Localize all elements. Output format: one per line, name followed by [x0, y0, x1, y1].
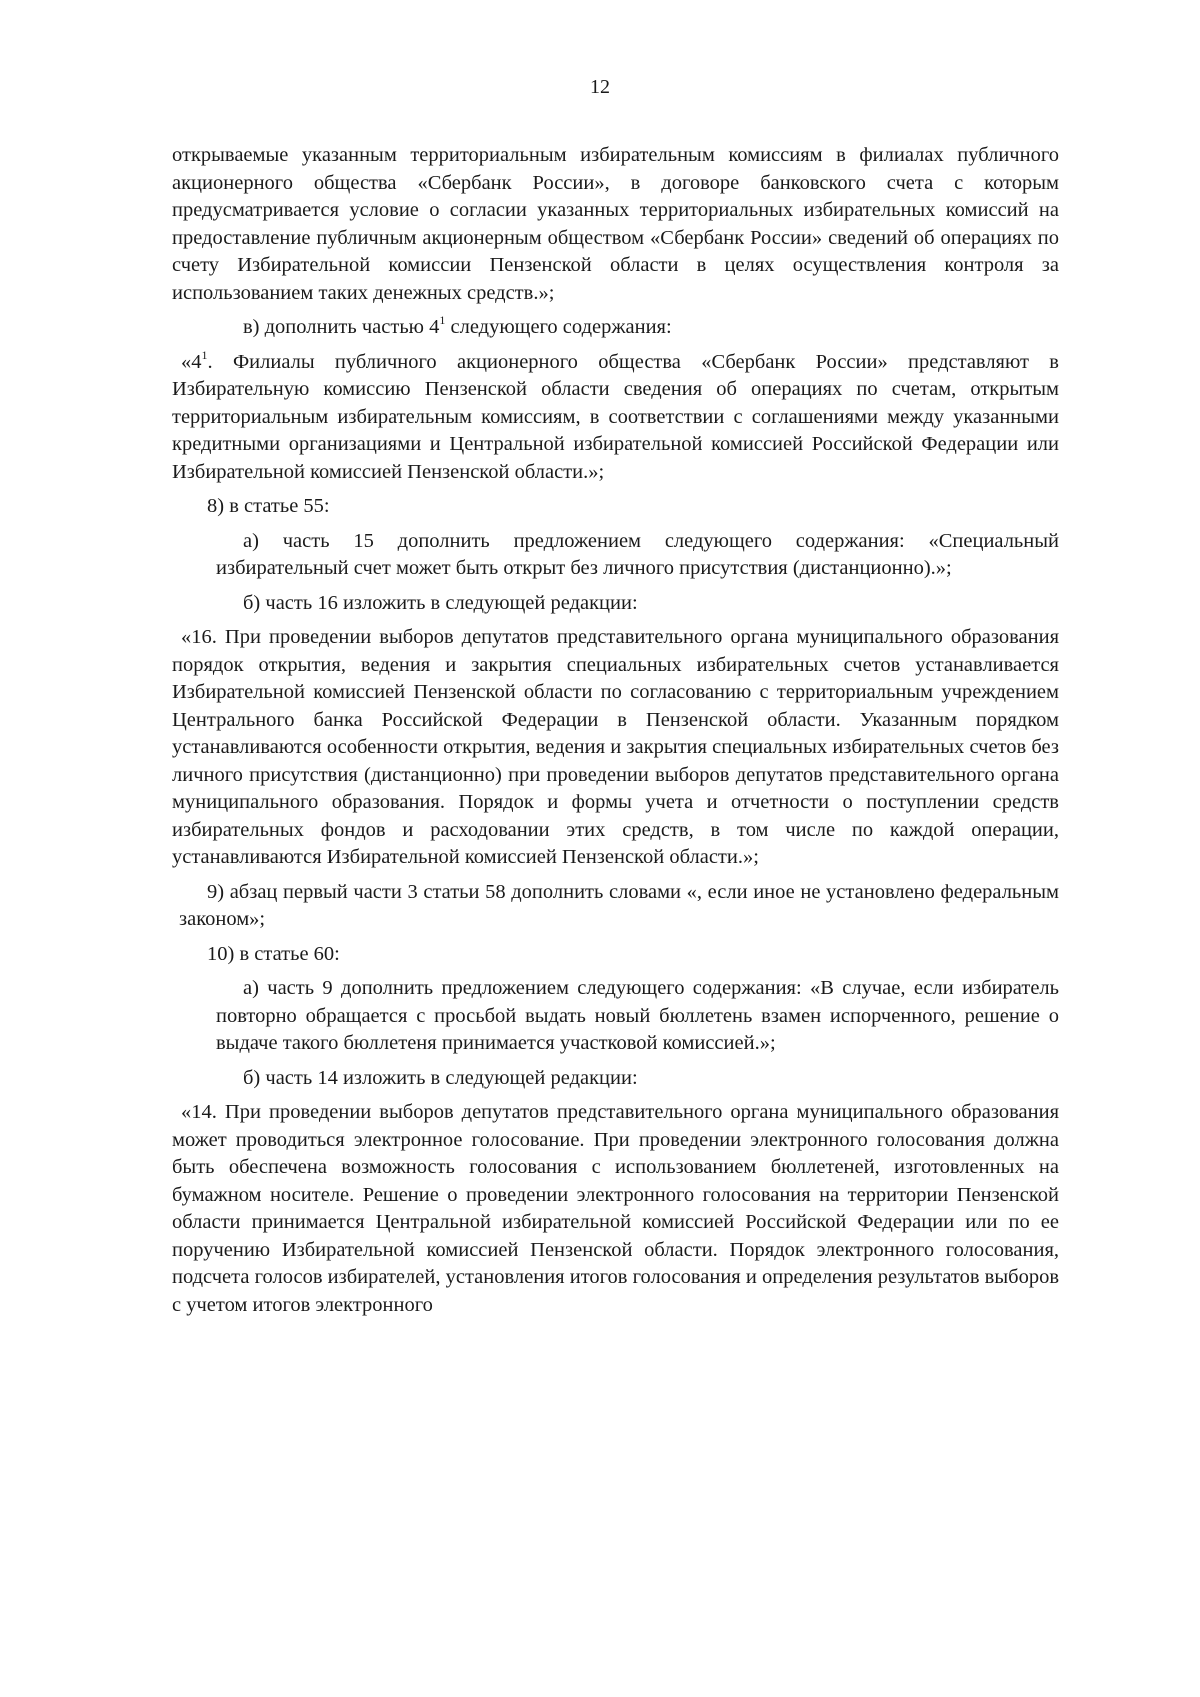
paragraph-item-8a: а) часть 15 дополнить предложением следующего содержания: «Специальный избирательный счет может быть открыт без личного присутствия (дистанционно).»;: [216, 529, 1059, 579]
paragraph-item-8: 8) в статье 55:: [207, 495, 330, 517]
paragraph-item-10: 10) в статье 60:: [207, 942, 340, 965]
paragraph-item-10a: а) часть 9 дополнить предложением следующего содержания: «В случае, если избиратель повторно обращается с просьбой выдать новый бюллетень взамен испорченного, решение о выдаче такого бюллетеня принимается участковой комиссией.»;: [216, 977, 1059, 1054]
paragraph-text: следующего содержания:: [445, 316, 672, 338]
paragraph-item-10b: б) часть 14 изложить в следующей редакции:: [243, 1066, 638, 1089]
paragraph-part-4-1: [172, 349, 1059, 487]
paragraph-item-8b: б) часть 16 изложить в следующей редакции:: [243, 591, 638, 614]
paragraph-text: . Филиалы публичного акционерного общества «Сбербанк России» представляют в Избирательную комиссию Пензенской области сведения об операциях по счетам, открытым территориальным избирательным комиссиям, в соответствии с соглашениями между указанными кредитными организациями и Центральной избирательной комиссией Российской Федерации или Избирательной комиссией Пензенской области.»;: [172, 350, 1059, 483]
document-body: [172, 142, 1059, 1319]
page-number: 12: [590, 76, 610, 98]
paragraph-part-16: «16. При проведении выборов депутатов представительного органа муниципального образования порядок открытия, ведения и закрытия специальных избирательных счетов устанавливается Избирательной комиссией Пензенской области по согласованию с территориальным учреждением Центрального банка Российской Федерации в Пензенской области. Указанным порядком устанавливаются особенности открытия, ведения и закрытия специальных избирательных счетов без личного присутствия (дистанционно) при проведении выборов депутатов представительного органа муниципального образования. Порядок и формы учета и отчетности о поступлении средств избирательных фондов и расходовании этих средств, в том числе по каждой операции, устанавливаются Избирательной комиссией Пензенской области.»;: [172, 626, 1059, 868]
paragraph-item-v: [172, 314, 1059, 342]
superscript: 1: [439, 313, 446, 327]
paragraph-part-14: «14. При проведении выборов депутатов представительного органа муниципального образования может проводиться электронное голосование. При проведении электронного голосования должна быть обеспечена возможность голосования с использованием бюллетеней, изготовленных на бумажном носителе. Решение о проведении электронного голосования на территории Пензенской области принимается Центральной избирательной комиссией Российской Федерации или по ее поручению Избирательной комиссией Пензенской области. Порядок электронного голосования, подсчета голосов избирателей, установления итогов голосования и определения результатов выборов с учетом итогов электронного: [172, 1101, 1059, 1316]
paragraph-item-9: 9) абзац первый части 3 статьи 58 дополнить словами «, если иное не установлено федеральным законом»;: [179, 880, 1059, 930]
superscript: 1: [201, 347, 208, 362]
paragraph-text: в) дополнить частью 4: [243, 316, 440, 338]
paragraph-continuation: открываемые указанным территориальным избирательным комиссиям в филиалах публичного акционерного общества «Сбербанк России», в договоре банковского счета с которым предусматривается условие о согласии указанных территориальных избирательных комиссий на предоставление публичным акционерным обществом «Сбербанк России» сведений об операциях по счету Избирательной комиссии Пензенской области в целях осуществления контроля за использованием таких денежных средств.»;: [172, 144, 1059, 304]
paragraph-text: «4: [181, 350, 202, 373]
